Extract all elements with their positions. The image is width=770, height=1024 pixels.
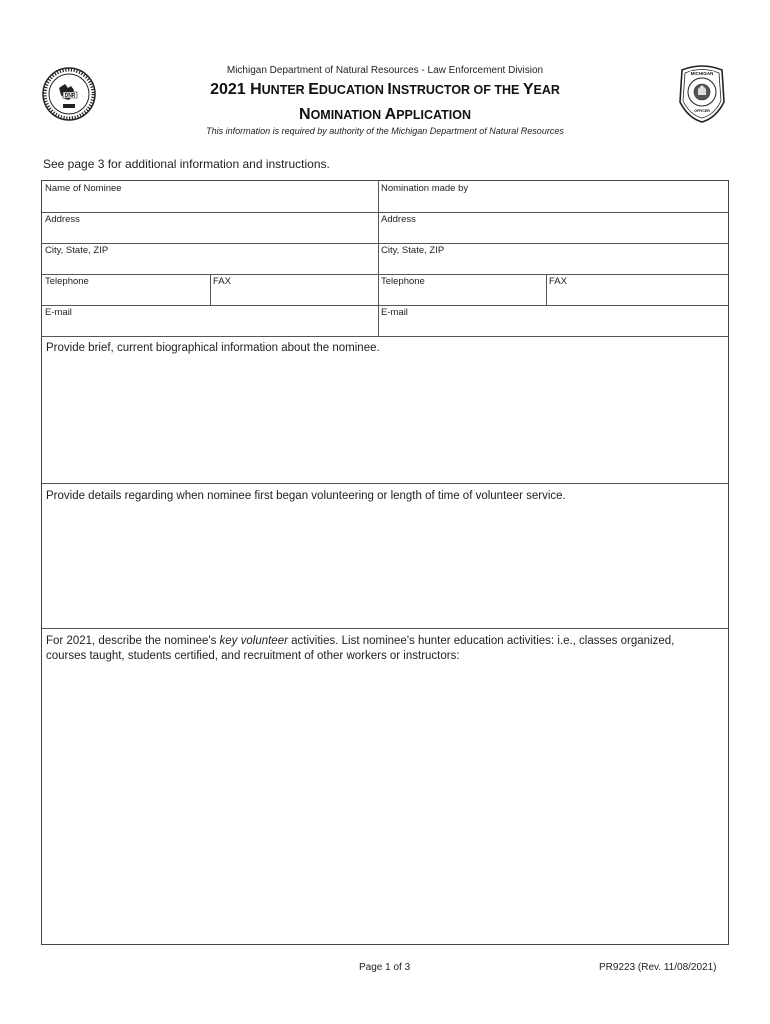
dnr-logo-text: DNR	[64, 93, 76, 99]
biographical-info-label: Provide brief, current biographical information about the nominee.	[46, 342, 380, 354]
svg-text:MICHIGAN: MICHIGAN	[690, 71, 714, 76]
authority-note: This information is required by authority of the Michigan Department of Natural Resources	[206, 126, 564, 136]
nominator-city-label: City, State, ZIP	[381, 245, 445, 256]
form-title-line-2: NOMINATION APPLICATION	[299, 106, 471, 123]
nominee-city-field[interactable]	[42, 243, 378, 274]
volunteer-service-field[interactable]	[42, 483, 728, 628]
nominee-address-field[interactable]	[42, 212, 378, 243]
nominator-telephone-label: Telephone	[381, 276, 425, 287]
nominee-email-label: E-mail	[45, 307, 72, 318]
biographical-info-field[interactable]	[42, 336, 728, 483]
key-volunteer-activities-label: For 2021, describe the nominee's key volunteer activities. List nominee's hunter education activities: i.e., classes organized, courses taught, students certified, and recruitment of other workers or instructors:	[46, 635, 675, 662]
nominee-name-label: Name of Nominee	[45, 183, 122, 194]
nominator-fax-field[interactable]	[546, 274, 728, 305]
form-revision: PR9223 (Rev. 11/08/2021)	[599, 962, 717, 973]
nominee-fax-field[interactable]	[210, 274, 378, 305]
nominator-fax-label: FAX	[549, 276, 567, 287]
nominator-address-label: Address	[381, 214, 416, 225]
nominee-email-field[interactable]	[42, 305, 378, 336]
nominee-name-field[interactable]	[42, 181, 378, 212]
nominee-address-label: Address	[45, 214, 80, 225]
nominator-email-field[interactable]	[378, 305, 728, 336]
nominee-fax-label: FAX	[213, 276, 231, 287]
nominator-address-field[interactable]	[378, 212, 728, 243]
nominator-telephone-field[interactable]	[378, 274, 546, 305]
svg-text:OFFICER: OFFICER	[694, 109, 710, 113]
nominator-city-field[interactable]	[378, 243, 728, 274]
department-line: Michigan Department of Natural Resources - Law Enforcement Division	[226, 65, 544, 76]
nominee-telephone-label: Telephone	[45, 276, 89, 287]
page-number: Page 1 of 3	[359, 962, 411, 973]
nominator-email-label: E-mail	[381, 307, 408, 318]
form-title-line-1: 2021 HUNTER EDUCATION INSTRUCTOR OF THE YEAR	[210, 81, 560, 98]
nomination-form	[41, 180, 729, 945]
instructions-note: See page 3 for additional information and instructions.	[43, 157, 330, 171]
nominee-telephone-field[interactable]	[42, 274, 210, 305]
key-volunteer-activities-field[interactable]	[42, 628, 728, 944]
nominator-name-label: Nomination made by	[381, 183, 469, 194]
nominee-city-label: City, State, ZIP	[45, 245, 109, 256]
volunteer-service-label: Provide details regarding when nominee first began volunteering or length of time of volunteer service.	[46, 490, 566, 502]
nominator-name-field[interactable]	[378, 181, 728, 212]
